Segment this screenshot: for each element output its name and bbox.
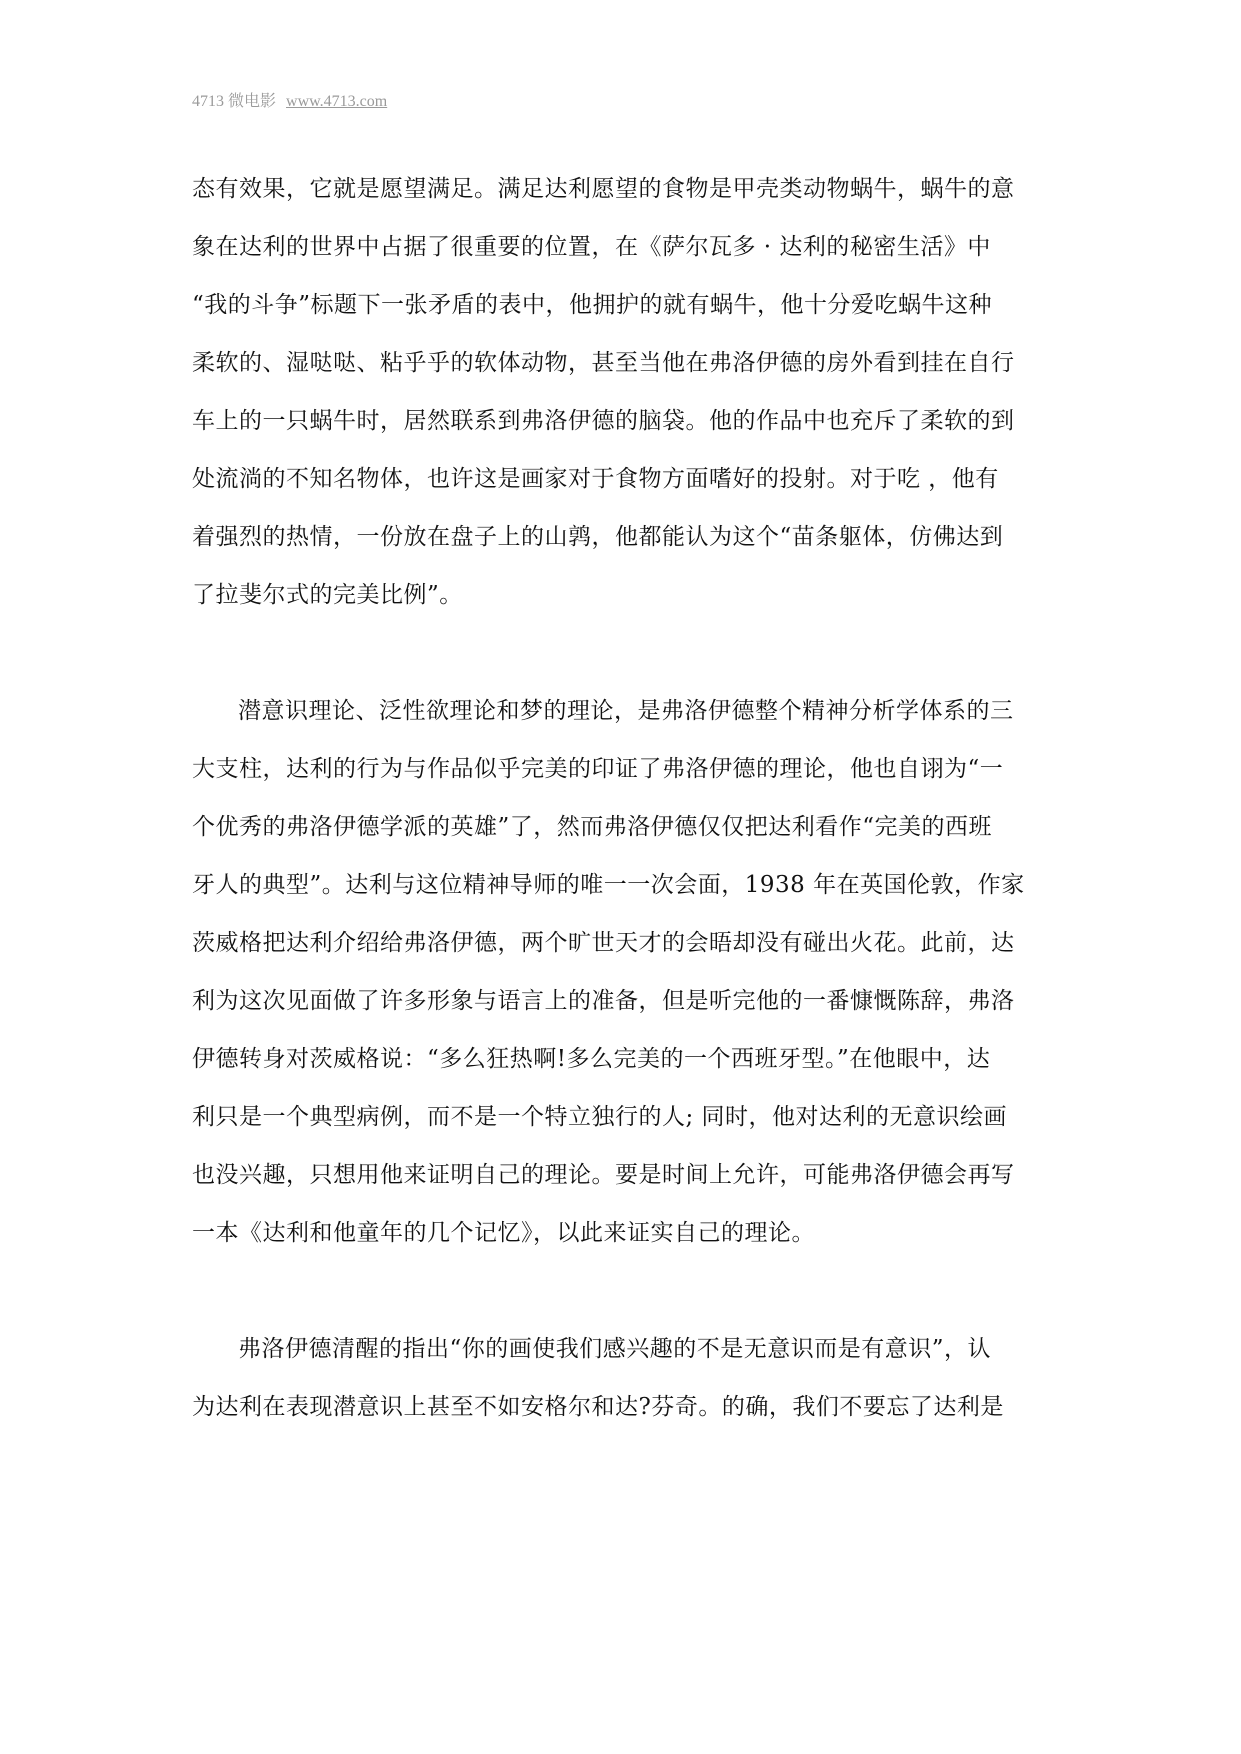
text-line: 个优秀的弗洛伊德学派的英雄”了，然而弗洛伊德仅仅把达利看作“完美的西班 xyxy=(192,814,993,840)
text-line: 潜意识理论、泛性欲理论和梦的理论，是弗洛伊德整个精神分析学体系的三 xyxy=(238,698,1014,724)
page-header xyxy=(192,88,387,111)
text-line: 牙人的典型”。达利与这位精神导师的唯一一次会面，1938 年在英国伦敦，作家 xyxy=(192,872,1025,898)
text-line: 处流淌的不知名物体，也许这是画家对于食物方面嗜好的投射。对于吃 ，他有 xyxy=(192,466,999,492)
text-line: 利只是一个典型病例，而不是一个特立独行的人; 同时，他对达利的无意识绘画 xyxy=(192,1104,1008,1130)
paragraph-1 xyxy=(192,160,1056,624)
text-line: 象在达利的世界中占据了很重要的位置，在《萨尔瓦多 · 达利的秘密生活》中 xyxy=(192,234,991,260)
text-line: 利为这次见面做了许多形象与语言上的准备，但是听完他的一番慷慨陈辞，弗洛 xyxy=(192,988,1015,1014)
text-line: “我的斗争”标题下一张矛盾的表中，他拥护的就有蜗牛，他十分爱吃蜗牛这种 xyxy=(192,292,993,318)
text-line: 柔软的、湿哒哒、粘乎乎的软体动物，甚至当他在弗洛伊德的房外看到挂在自行 xyxy=(192,350,1015,376)
paragraph-3 xyxy=(192,1320,1056,1436)
text-line: 大支柱，达利的行为与作品似乎完美的印证了弗洛伊德的理论，他也自诩为“一 xyxy=(192,756,1004,782)
text-line: 伊德转身对茨威格说：“多么狂热啊!多么完美的一个西班牙型。”在他眼中，达 xyxy=(192,1046,991,1072)
text-line: 也没兴趣，只想用他来证明自己的理论。要是时间上允许，可能弗洛伊德会再写 xyxy=(192,1162,1015,1188)
document-body xyxy=(192,160,1056,1436)
text-line: 为达利在表现潜意识上甚至不如安格尔和达?芬奇。的确，我们不要忘了达利是 xyxy=(192,1394,1004,1420)
text-line: 了拉斐尔式的完美比例”。 xyxy=(192,582,463,608)
site-url-link[interactable]: www.4713.com xyxy=(286,93,388,110)
text-line: 一本《达利和他童年的几个记忆》，以此来证实自己的理论。 xyxy=(192,1220,815,1246)
text-line: 弗洛伊德清醒的指出“你的画使我们感兴趣的不是无意识而是有意识”，认 xyxy=(238,1336,992,1362)
site-name: 4713 微电影 xyxy=(192,93,277,110)
paragraph-2 xyxy=(192,682,1056,1262)
text-line: 态有效果，它就是愿望满足。满足达利愿望的食物是甲壳类动物蜗牛，蜗牛的意 xyxy=(192,176,1015,202)
text-line: 茨威格把达利介绍给弗洛伊德，两个旷世天才的会晤却没有碰出火花。此前，达 xyxy=(192,930,1015,956)
text-line: 车上的一只蜗牛时，居然联系到弗洛伊德的脑袋。他的作品中也充斥了柔软的到 xyxy=(192,408,1015,434)
text-line: 着强烈的热情，一份放在盘子上的山鹑，他都能认为这个“苗条躯体，仿佛达到 xyxy=(192,524,1004,550)
